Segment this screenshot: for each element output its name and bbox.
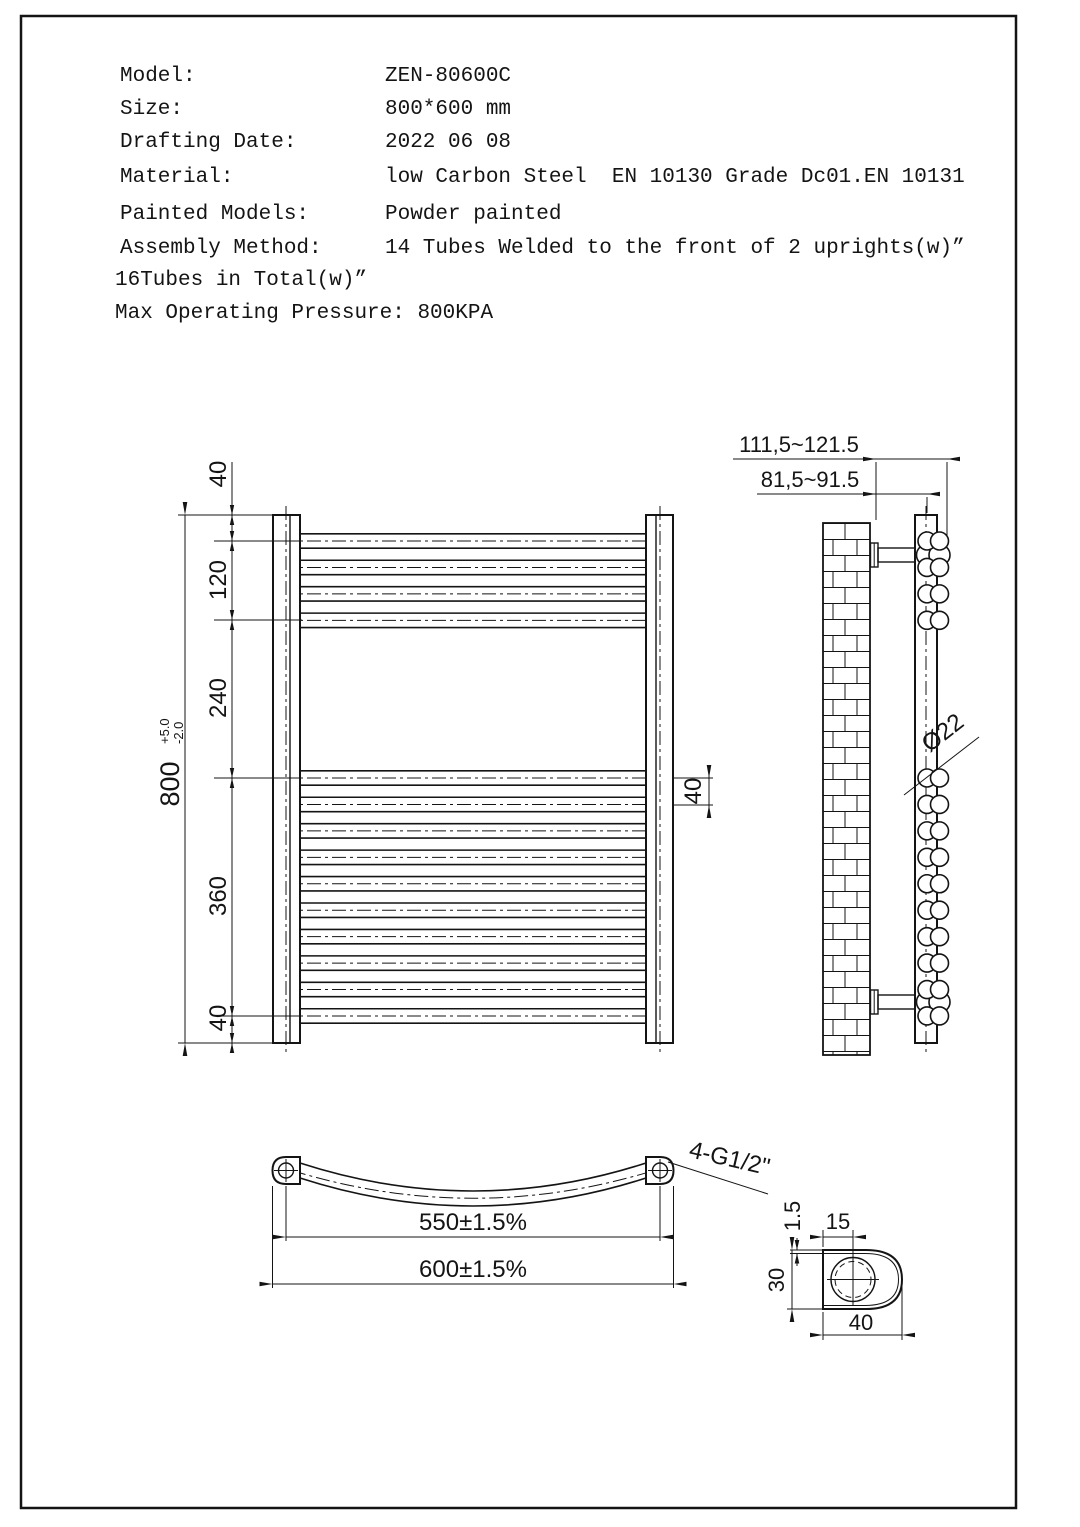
- centers-dim-text: 550±1.5%: [419, 1209, 527, 1236]
- svg-text:+5.0: +5.0: [157, 718, 172, 744]
- profile-width-text: 40: [848, 1310, 874, 1335]
- header-label: Assembly Method:: [120, 237, 322, 260]
- wall-thickness-text: 1.5: [780, 1200, 805, 1232]
- chain-label-40-bottom: 40: [205, 1004, 232, 1032]
- plan-view: [273, 1136, 773, 1288]
- header-label: Drafting Date:: [120, 131, 297, 154]
- overall-width-dim-text: 600±1.5%: [419, 1256, 527, 1283]
- hole-offset-text: 15: [825, 1209, 851, 1234]
- header-value: 2022 06 08: [385, 131, 512, 154]
- wall-to-front-dim-text: 111,5~121.5: [739, 432, 859, 457]
- chain-label-120: 120: [205, 559, 232, 601]
- flat-height-text: 30: [764, 1267, 789, 1293]
- header-label: Size:: [120, 98, 184, 121]
- tube-curve-back: [300, 1178, 646, 1206]
- header-label: Painted Models:: [120, 203, 310, 226]
- wall-section: [823, 523, 870, 1055]
- header-extra: 16Tubes in Total(w)”: [115, 269, 368, 292]
- side-view: [733, 432, 979, 1055]
- title-block: [115, 65, 965, 325]
- header-value: Powder painted: [385, 203, 562, 226]
- tube-spacing-label: 40: [680, 777, 707, 805]
- header-value: 14 Tubes Welded to the front of 2 uprights(w)”: [385, 237, 965, 260]
- header-value: 800*600 mm: [385, 98, 512, 121]
- wall-to-center-dim-text: 81,5~91.5: [760, 467, 860, 492]
- header-value: low Carbon Steel EN 10130 Grade Dc01.EN 10131: [385, 166, 965, 189]
- detail-view: [764, 1201, 902, 1340]
- chain-label-40-top: 40: [205, 460, 232, 488]
- tube-curve-front: [300, 1163, 646, 1191]
- tube-rows: [282, 534, 664, 1023]
- tube-diameter-label: Ø22: [916, 708, 970, 758]
- thread-label: 4-G1/2": [686, 1136, 773, 1182]
- header-extra: Max Operating Pressure: 800KPA: [115, 302, 494, 325]
- svg-text:800: 800: [155, 761, 185, 807]
- header-label: Material:: [120, 166, 234, 189]
- overall-dim-text: [155, 718, 186, 806]
- header-label: Model:: [120, 65, 196, 88]
- header-value: ZEN-80600C: [385, 65, 512, 88]
- chain-label-240: 240: [205, 677, 232, 719]
- chain-label-360: 360: [205, 875, 232, 917]
- front-view: [155, 461, 713, 1053]
- tube-curve-centerline: [292, 1171, 654, 1199]
- svg-text:-2.0: -2.0: [171, 721, 186, 744]
